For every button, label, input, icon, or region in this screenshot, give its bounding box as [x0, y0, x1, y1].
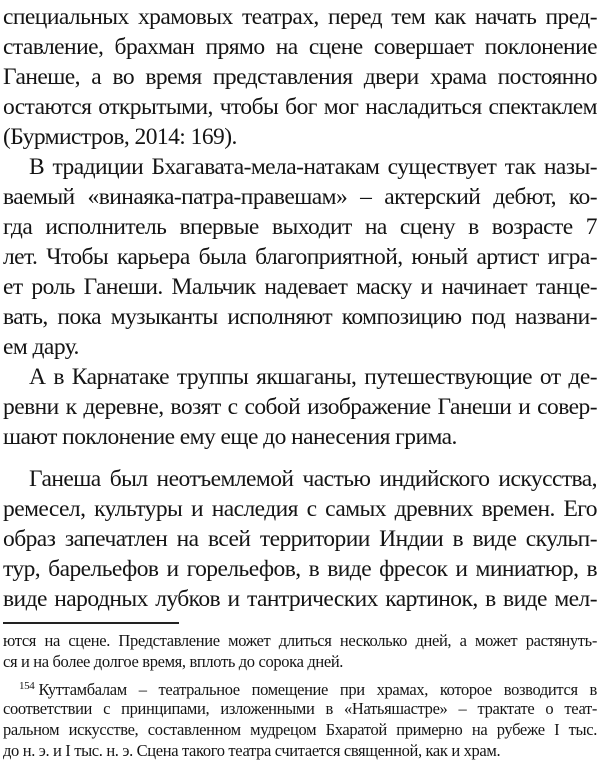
footnote-separator	[3, 622, 179, 624]
text-line: ставление, брахман прямо на сцене совершает поклонение	[3, 34, 597, 60]
text-line: остаются открытыми, чтобы бог мог насладиться спектаклем	[3, 94, 597, 120]
paragraph-gap	[3, 452, 597, 464]
footnote-number: 154	[19, 680, 35, 693]
text-line: А в Карнатаке труппы якшаганы, путешествующие от де-	[29, 364, 597, 390]
text-line: специальных храмовых театрах, перед тем как начать пред-	[3, 4, 597, 30]
text-line: ем дару.	[3, 334, 79, 360]
text-line: виде народных лубков и тантрических картинок, в виде мел-	[3, 586, 597, 612]
text-line: Ганеше, а во время представления двери храма постоянно	[3, 64, 597, 90]
footnotes	[3, 630, 597, 761]
main-text	[3, 2, 597, 614]
footnote-line: ральном искусстве, составленном мудрецом Бхаратой примерно на рубеже I тыс.	[3, 719, 597, 739]
text-line: ревни к деревне, возят с собой изображение Ганеши и совер-	[3, 394, 597, 420]
text-line: (Бурмистров, 2014: 169).	[3, 124, 237, 150]
text-line: ет роль Ганеши. Мальчик надевает маску и начинает танце-	[3, 274, 597, 300]
text-line: шают поклонение ему еще до нанесения грима.	[3, 424, 457, 450]
text-line: гда исполнитель впервые выходит на сцену в возрасте 7	[3, 214, 597, 240]
text-line: Ганеша был неотъемлемой частью индийского искусства,	[29, 466, 597, 492]
footnote-154	[3, 676, 597, 700]
text-line: вать, пока музыканты исполняют композицию под названи-	[3, 304, 597, 330]
text-line: тур, барельефов и горельефов, в виде фресок и миниатюр, в	[3, 556, 597, 582]
footnote-continuation-line: ся и на более долгое время, вплоть до сорока дней.	[3, 652, 344, 672]
text-line: ремесел, культуры и наследия с самых древних времен. Его	[3, 496, 597, 522]
text-line: ваемый «винаяка-патра-правешам» – актерский дебют, ко-	[3, 184, 597, 210]
text-line: лет. Чтобы карьера была благоприятной, юный артист игра-	[3, 244, 597, 270]
footnote-line: до н. э. и I тыс. н. э. Сцена такого театра считается священной, как и храм.	[3, 740, 501, 760]
footnote-line: соответствии с принципами, изложенными в «Натьяшастре» – трактате о теат-	[3, 698, 597, 718]
footnote-continuation-line: ются на сцене. Представление может длиться несколько дней, а может растянуть-	[3, 631, 597, 650]
text-line: образ запечатлен на всей территории Индии в виде скульп-	[3, 526, 597, 552]
footnote-text: Куттамбалам – театральное помещение при храмах, которое возводится в	[38, 680, 597, 700]
text-line: В традиции Бхагавата-мела-натакам существует так назы-	[29, 154, 597, 180]
